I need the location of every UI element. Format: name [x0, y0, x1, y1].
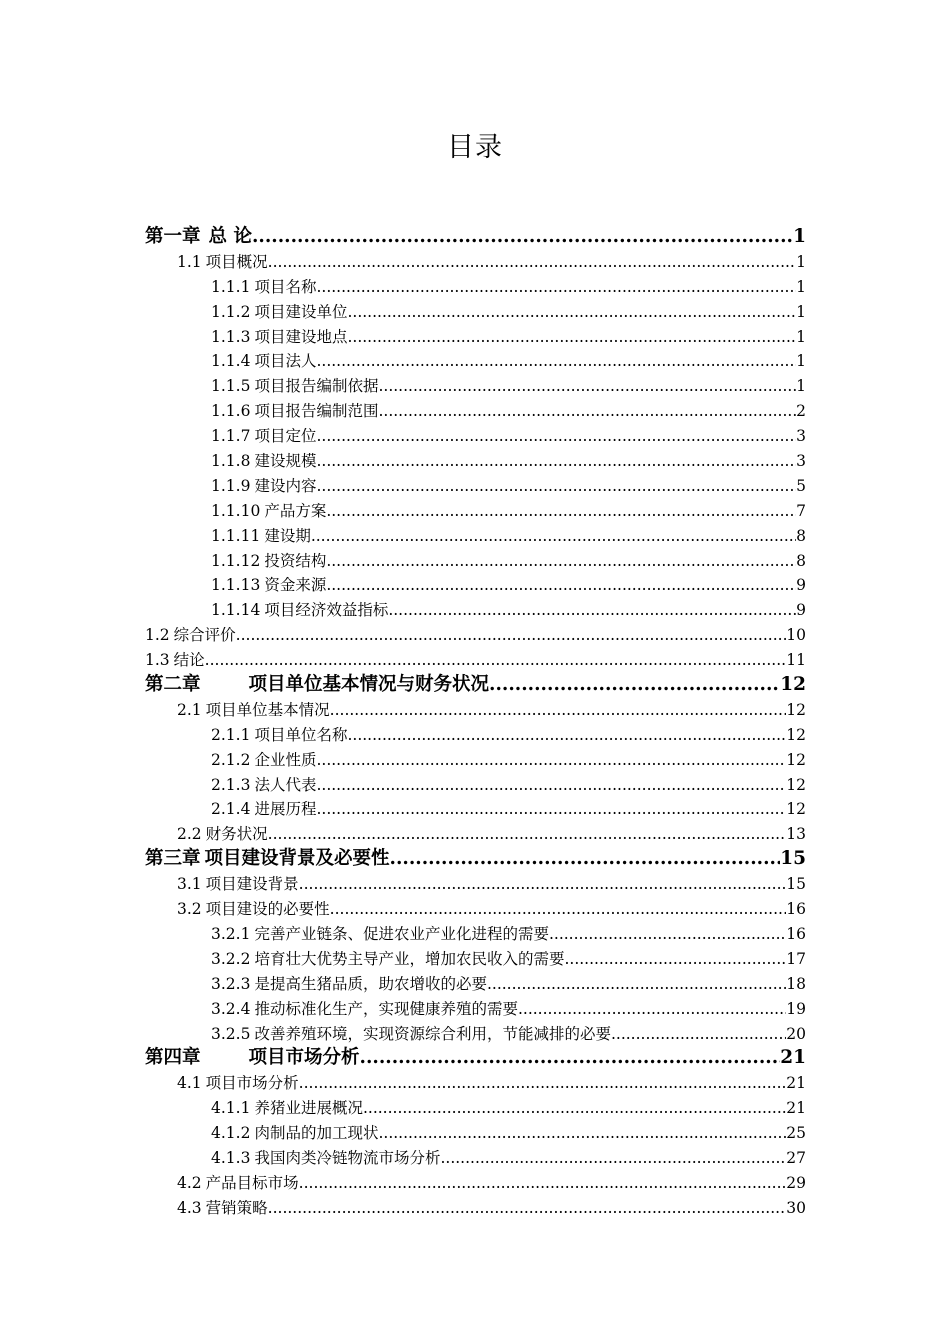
toc-page-number: 18: [786, 974, 806, 993]
toc-dot-leader: [316, 275, 796, 300]
table-of-contents: [145, 225, 806, 1221]
toc-entry-number: 1.1: [177, 252, 202, 271]
toc-entry-number: 3.2.1: [211, 924, 251, 943]
toc-page-number: 12: [786, 700, 806, 719]
toc-dot-leader: [316, 474, 796, 499]
toc-dot-leader: [360, 1046, 781, 1071]
toc-entry-number: 1.1.4: [211, 352, 251, 371]
toc-entry-title: 培育壮大优势主导产业，增加农民收入的需要: [254, 949, 565, 968]
toc-entry-number: 2.2: [177, 825, 202, 844]
toc-entry-number: 3.2.4: [211, 999, 251, 1018]
toc-entry-title: 改善养殖环境，实现资源综合利用，节能减排的必要: [254, 1024, 611, 1043]
toc-entry[interactable]: [145, 1171, 806, 1196]
toc-page-number: 1: [796, 377, 806, 396]
toc-dot-leader: [378, 399, 796, 424]
toc-entry[interactable]: [145, 822, 806, 847]
toc-entry-number: 2.1.1: [211, 725, 251, 744]
toc-dot-leader: [440, 1146, 786, 1171]
toc-dot-leader: [316, 349, 796, 374]
toc-entry-number: 2.1.2: [211, 750, 251, 769]
toc-page-number: 20: [786, 1024, 806, 1043]
toc-entry-number: 1.1.11: [211, 526, 261, 545]
toc-entry-title: 项目市场分析: [248, 1047, 360, 1069]
toc-entry-number: 1.2: [145, 626, 170, 645]
toc-entry[interactable]: [145, 623, 806, 648]
toc-entry-title: 综合评价: [173, 626, 236, 645]
toc-dot-leader: [326, 549, 796, 574]
toc-entry-title: 进展历程: [254, 800, 317, 819]
toc-entry-title: 是提高生猪品质，助农增收的必要: [254, 974, 487, 993]
toc-dot-leader: [347, 325, 796, 350]
toc-page-number: 12: [786, 775, 806, 794]
toc-entry[interactable]: [145, 648, 806, 673]
toc-entry[interactable]: [145, 723, 806, 748]
toc-page-number: 3: [796, 452, 806, 471]
toc-entry[interactable]: [145, 698, 806, 723]
toc-entry-title: 推动标准化生产，实现健康养殖的需要: [254, 999, 518, 1018]
toc-page-number: 8: [796, 526, 806, 545]
toc-entry-number: 1.1.14: [211, 601, 261, 620]
toc-dot-leader: [330, 698, 787, 723]
toc-dot-leader: [268, 822, 787, 847]
toc-entry-title: 项目报告编制依据: [254, 377, 379, 396]
toc-entry-number: 3.2.2: [211, 949, 251, 968]
toc-entry[interactable]: [145, 922, 806, 947]
toc-chapter-entry[interactable]: [145, 225, 806, 250]
toc-entry-number: 4.1.3: [211, 1148, 251, 1167]
toc-entry-number: 1.1.8: [211, 452, 251, 471]
toc-entry-number: 1.1.1: [211, 277, 251, 296]
toc-entry[interactable]: [145, 499, 806, 524]
toc-dot-leader: [489, 673, 780, 698]
toc-dot-leader: [518, 997, 786, 1022]
toc-entry-number: 1.1.7: [211, 427, 251, 446]
toc-entry[interactable]: [145, 349, 806, 374]
toc-page-number: 21: [786, 1074, 806, 1093]
toc-entry-title: 项目法人: [254, 352, 317, 371]
toc-entry-title: 法人代表: [254, 775, 317, 794]
toc-entry-number: 1.1.2: [211, 302, 251, 321]
toc-entry-number: 1.1.10: [211, 501, 261, 520]
toc-title: 目录: [447, 132, 503, 163]
toc-dot-leader: [299, 1071, 787, 1096]
toc-page-number: 15: [780, 848, 806, 870]
toc-chapter-entry[interactable]: [145, 673, 806, 698]
toc-entry[interactable]: [145, 275, 806, 300]
toc-entry[interactable]: [145, 1022, 806, 1047]
toc-dot-leader: [564, 947, 786, 972]
toc-entry-title: 项目建设单位: [254, 302, 348, 321]
toc-entry-title: 项目单位基本情况与财务状况: [248, 674, 490, 696]
toc-page-number: 9: [796, 576, 806, 595]
toc-entry-title: 项目建设背景: [205, 875, 299, 894]
toc-entry-number: 1.1.3: [211, 327, 251, 346]
toc-entry-title: 建设规模: [254, 452, 317, 471]
toc-page-number: 10: [786, 626, 806, 645]
toc-dot-leader: [326, 573, 796, 598]
toc-entry-number: 1.1.12: [211, 551, 261, 570]
toc-dot-leader: [487, 972, 786, 997]
toc-page-number: 16: [786, 900, 806, 919]
toc-page-number: 12: [786, 800, 806, 819]
toc-entry-title: 财务状况: [205, 825, 268, 844]
toc-entry-number: 1.1.9: [211, 476, 251, 495]
toc-entry-number: 4.3: [177, 1198, 202, 1217]
toc-dot-leader: [316, 424, 796, 449]
toc-entry-number: 第四章: [145, 1047, 201, 1069]
toc-page-number: 2: [796, 402, 806, 421]
toc-page-number: 13: [786, 825, 806, 844]
toc-entry-title: 养猪业进展概况: [254, 1099, 363, 1118]
toc-entry-number: 4.2: [177, 1173, 202, 1192]
toc-entry-number: 4.1: [177, 1074, 202, 1093]
toc-dot-leader: [326, 499, 796, 524]
toc-dot-leader: [299, 1171, 787, 1196]
toc-page-number: 12: [786, 750, 806, 769]
toc-entry-title: 项目市场分析: [205, 1074, 299, 1093]
toc-entry[interactable]: [145, 748, 806, 773]
toc-entry-number: 4.1.1: [211, 1099, 251, 1118]
toc-dot-leader: [330, 897, 787, 922]
toc-dot-leader: [388, 598, 796, 623]
toc-dot-leader: [268, 1196, 787, 1221]
toc-entry-title: 项目报告编制范围: [254, 402, 379, 421]
toc-page-number: 8: [796, 551, 806, 570]
toc-entry-title: 建设内容: [254, 476, 317, 495]
toc-entry-title: 项目建设背景及必要性: [204, 848, 390, 870]
toc-dot-leader: [363, 1096, 786, 1121]
toc-entry[interactable]: [145, 474, 806, 499]
toc-chapter-entry[interactable]: [145, 1046, 806, 1071]
toc-dot-leader: [252, 225, 793, 250]
toc-entry[interactable]: [145, 424, 806, 449]
toc-page-number: 21: [780, 1047, 806, 1069]
toc-page-number: 1: [793, 226, 806, 247]
toc-page-number: 7: [796, 501, 806, 520]
toc-dot-leader: [299, 872, 787, 897]
toc-page-number: 1: [796, 352, 806, 371]
toc-entry-number: 1.1.13: [211, 576, 261, 595]
toc-entry-number: 2.1.4: [211, 800, 251, 819]
toc-page-number: 21: [786, 1099, 806, 1118]
toc-entry[interactable]: [145, 374, 806, 399]
toc-dot-leader: [347, 300, 796, 325]
toc-entry[interactable]: [145, 1121, 806, 1146]
toc-page-number: 29: [786, 1173, 806, 1192]
toc-entry-title: 结论: [173, 651, 205, 670]
toc-entry-title: 肉制品的加工现状: [254, 1124, 379, 1143]
toc-entry[interactable]: [145, 300, 806, 325]
toc-entry[interactable]: [145, 897, 806, 922]
toc-entry-title: 项目建设地点: [254, 327, 348, 346]
toc-dot-leader: [316, 773, 786, 798]
toc-dot-leader: [268, 250, 796, 275]
toc-dot-leader: [611, 1022, 786, 1047]
toc-entry[interactable]: [145, 797, 806, 822]
toc-entry[interactable]: [145, 972, 806, 997]
toc-entry[interactable]: [145, 325, 806, 350]
toc-page-number: 27: [786, 1148, 806, 1167]
toc-entry-number: 3.2.5: [211, 1024, 251, 1043]
toc-entry-title: 投资结构: [264, 551, 327, 570]
toc-entry-title: 总 论: [208, 226, 252, 247]
toc-entry-title: 完善产业链条、促进农业产业化进程的需要: [254, 924, 549, 943]
toc-entry-title: 资金来源: [264, 576, 327, 595]
toc-entry-title: 营销策略: [205, 1198, 268, 1217]
toc-dot-leader: [390, 847, 781, 872]
toc-dot-leader: [316, 797, 786, 822]
toc-entry[interactable]: [145, 773, 806, 798]
toc-entry[interactable]: [145, 1096, 806, 1121]
toc-dot-leader: [205, 648, 787, 673]
toc-dot-leader: [347, 723, 786, 748]
toc-entry-title: 项目名称: [254, 277, 317, 296]
toc-page-number: 1: [796, 277, 806, 296]
toc-entry[interactable]: [145, 947, 806, 972]
toc-entry-number: 第二章: [145, 674, 201, 696]
toc-entry[interactable]: [145, 1196, 806, 1221]
toc-dot-leader: [236, 623, 787, 648]
toc-page-number: 15: [786, 875, 806, 894]
toc-entry-title: 我国肉类冷链物流市场分析: [254, 1148, 441, 1167]
toc-page-number: 9: [796, 601, 806, 620]
toc-entry-title: 产品方案: [264, 501, 327, 520]
toc-entry-number: 3.2: [177, 900, 202, 919]
toc-entry-number: 4.1.2: [211, 1124, 251, 1143]
toc-page-number: 19: [786, 999, 806, 1018]
toc-dot-leader: [311, 524, 796, 549]
toc-entry-number: 第一章: [145, 226, 201, 247]
toc-page-number: 11: [786, 651, 806, 670]
toc-chapter-entry[interactable]: [145, 847, 806, 872]
toc-page-number: 1: [796, 327, 806, 346]
toc-page-number: 12: [780, 674, 806, 696]
toc-dot-leader: [316, 449, 796, 474]
toc-dot-leader: [378, 1121, 786, 1146]
toc-entry-number: 1.3: [145, 651, 170, 670]
toc-dot-leader: [378, 374, 796, 399]
toc-page-number: 16: [786, 924, 806, 943]
toc-page-number: 3: [796, 427, 806, 446]
toc-page-number: 5: [796, 476, 806, 495]
toc-page-number: 25: [786, 1124, 806, 1143]
toc-page-number: 1: [796, 252, 806, 271]
toc-entry[interactable]: [145, 573, 806, 598]
toc-page-number: 17: [786, 949, 806, 968]
toc-entry-title: 项目单位名称: [254, 725, 348, 744]
toc-entry[interactable]: [145, 250, 806, 275]
toc-entry[interactable]: [145, 524, 806, 549]
toc-entry-number: 3.1: [177, 875, 202, 894]
toc-page-number: 30: [786, 1198, 806, 1217]
toc-entry-title: 项目经济效益指标: [264, 601, 389, 620]
toc-entry[interactable]: [145, 449, 806, 474]
toc-entry-number: 2.1: [177, 700, 202, 719]
toc-entry[interactable]: [145, 598, 806, 623]
toc-entry-title: 产品目标市场: [205, 1173, 299, 1192]
toc-entry[interactable]: [145, 1146, 806, 1171]
toc-entry-title: 项目定位: [254, 427, 317, 446]
toc-entry-title: 项目单位基本情况: [205, 700, 330, 719]
toc-dot-leader: [549, 922, 786, 947]
toc-dot-leader: [316, 748, 786, 773]
toc-entry[interactable]: [145, 997, 806, 1022]
toc-entry-number: 3.2.3: [211, 974, 251, 993]
toc-entry[interactable]: [145, 1071, 806, 1096]
toc-entry-title: 企业性质: [254, 750, 317, 769]
toc-page-number: 12: [786, 725, 806, 744]
toc-entry-number: 1.1.6: [211, 402, 251, 421]
toc-entry-number: 1.1.5: [211, 377, 251, 396]
toc-entry-title: 建设期: [264, 526, 311, 545]
toc-entry-number: 2.1.3: [211, 775, 251, 794]
toc-entry[interactable]: [145, 872, 806, 897]
toc-page-number: 1: [796, 302, 806, 321]
toc-entry-title: 项目概况: [205, 252, 268, 271]
toc-entry[interactable]: [145, 549, 806, 574]
toc-entry-title: 项目建设的必要性: [205, 900, 330, 919]
toc-entry[interactable]: [145, 399, 806, 424]
toc-entry-number: 第三章: [145, 848, 201, 870]
